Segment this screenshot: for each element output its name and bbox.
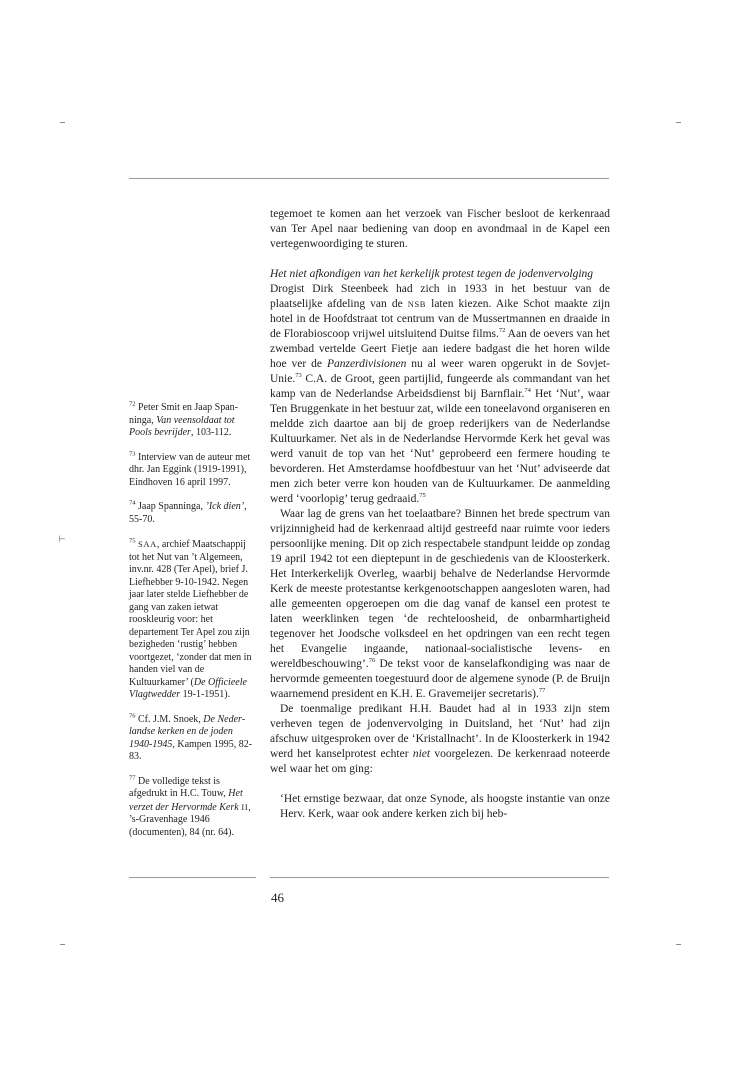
- registration-mark: ⊢: [58, 534, 66, 544]
- footnote-ref: 73: [295, 372, 302, 380]
- footnote-74: [129, 501, 257, 526]
- text-run: De volledige tekst is afgedrukt in H.C. Touw,: [129, 775, 229, 799]
- paragraph: [270, 207, 610, 252]
- footnote-ref: 76: [368, 657, 376, 665]
- footnote-marker: 76: [129, 712, 136, 720]
- crop-mark: [676, 122, 681, 123]
- footnote-ref: 75: [419, 492, 426, 500]
- text-run: De tekst voor de kanselafkondiging was naar de hervormde gemeenten toegestuurd door de algemene synode (P. de Bruijn waarnemend president en K.H. E. Gravemeijer secretaris).: [270, 658, 610, 700]
- italic-text: Van veensoldaat tot Pools bevrijder: [129, 414, 235, 438]
- text-run: Het ‘Nut’, waar Ten Bruggenkate in het bestuur zat, wilde een toneelavond organiseren en meldde zich daartoe aan bij de groep rederijkers van de Nederlandse Kultuurkamer. Net als in de Nederlandse Hervormde Kerk het geval was werd vanuit de top van het ‘Nut’ geprobeerd een fermere houding te bevorderen. Het Amsterdamse hoofdbestuur van het ‘Nut’ adviseerde dat men zich beter verre kon houden van de Kultuurkamer. De aanmelding werd ‘voorlopig’ terug gedraaid.: [270, 388, 610, 505]
- footnote-77: [129, 776, 257, 840]
- paragraph: [270, 507, 610, 702]
- crop-mark: [676, 944, 681, 945]
- body-text: [270, 207, 610, 822]
- footnote-ref: 77: [538, 687, 546, 695]
- notes-bottom-rule: [129, 877, 256, 878]
- italic-text: niet: [412, 748, 431, 760]
- text-run: , 55-70.: [129, 501, 247, 525]
- page-number: 46: [271, 890, 284, 905]
- text-run: nu al weer waren opgerukt in de Sovjet-Unie.: [270, 358, 610, 385]
- small-caps-text: SAA: [138, 539, 157, 549]
- text-run: tegemoet te komen aan het verzoek van Fischer besloot de kerkenraad van Ter Apel naar bediening van doop en avondmaal in de Kapel een vertegenwoordiging te sturen.: [270, 208, 610, 250]
- italic-text: De Nederlandse kerken en de joden 1940-1945: [129, 713, 246, 750]
- footnote-marker: 75: [129, 537, 136, 545]
- block-quote: [280, 792, 610, 822]
- body-bottom-rule: [270, 877, 609, 878]
- text-run: C.A. de Groot, geen partijlid, fungeerde als commandant van het kamp van de Nederlandse Arbeidsdienst bij Barnflair.: [270, 373, 610, 400]
- paragraph-gap: [270, 252, 610, 267]
- paragraph-gap: [270, 777, 610, 792]
- footnote-73: [129, 452, 257, 490]
- paragraph: [270, 702, 610, 777]
- text-run: , archief Maatschappij tot het Nut van ’t Algemeen, inv.nr. 428 (Ter Apel), brief J. Liefhebber 9-10-1942. Negen jaar later stelde Liefhebber de gang van zaken ietwat rooskleurig voor: het departement Ter Apel zou zijn bezigheden ‘rustig’ hebben voortgezet, ‘zonder dat men in handen viel van de Kultuurkamer’ (: [129, 539, 252, 688]
- text-run: , ’s-Gravenhage 1946 (documenten), 84 (nr. 64).: [129, 801, 251, 838]
- footnote-marker: 72: [129, 400, 136, 408]
- footnote-ref: 74: [524, 387, 531, 395]
- section-heading: [270, 267, 610, 282]
- small-caps-text: II: [238, 801, 249, 812]
- footnote-72: [129, 402, 257, 440]
- text-run: ‘Het ernstige bezwaar, dat onze Synode, als hoogste instantie van onze Herv. Kerk, waar ook andere kerken zich bij heb-: [280, 793, 610, 820]
- crop-mark: [60, 944, 65, 945]
- paragraph: [270, 282, 610, 507]
- text-run: De toenmalige predikant H.H. Baudet had al in 1933 zijn stem verheven tegen de jodenvervolging in Duitsland, het ‘Nut’ had zijn afschuw uitgesproken over de ‘Kristallnacht’. In de Kloosterkerk in 1942 werd het kanselprotest echter: [270, 703, 610, 760]
- footnote-ref: 72: [498, 327, 506, 335]
- text-run: , 103-112.: [190, 427, 232, 438]
- italic-text: De Officieele Vlagtwedder: [129, 676, 247, 700]
- italic-text: Het verzet der Hervormde Kerk: [129, 788, 243, 813]
- text-run: Interview van de auteur met dhr. Jan Eggink (1919-1991), Eindhoven 16 april 1997.: [129, 451, 251, 488]
- footnotes-column: [129, 402, 257, 851]
- text-run: Cf. J.M. Snoek,: [138, 713, 204, 725]
- footnote-marker: 73: [129, 450, 136, 458]
- footnote-75: [129, 538, 257, 702]
- footnote-76: [129, 714, 257, 764]
- text-run: voorgelezen. De kerkenraad noteerde wel waar het om ging:: [270, 748, 610, 775]
- small-caps-text: NSB: [407, 299, 427, 309]
- text-run: laten kiezen. Aike Schot maakte zijn hotel in de Hoofdstraat tot centrum van de Mussertmannen en draaide in de Florabioscoop vrijwel uitsluitend Duitse films.: [270, 298, 610, 340]
- text-run: Jaap Spanninga,: [138, 501, 206, 512]
- text-run: Aan de oevers van het zwembad vertelde Geert Fietje aan iedere badgast die het horen wilde hoe ver de: [270, 328, 610, 370]
- italic-text: Panzerdivisionen: [326, 358, 407, 370]
- footnote-marker: 74: [129, 499, 136, 507]
- text-run: 19-1-1951).: [180, 689, 231, 700]
- italic-text: ’Ick dien’: [205, 501, 245, 512]
- text-run: Het niet afkondigen van het kerkelijk protest tegen de jodenvervolging: [270, 268, 594, 280]
- text-run: Waar lag de grens van het toelaatbare? Binnen het brede spectrum van vrijzinnigheid had de kerkenraad altijd gestreefd naar ruimte voor ieders persoonlijke mening. Dit op zich respectabele standpunt leidde op zondag 19 april 1942 tot een dieptepunt in de geschiedenis van de Kloosterkerk. Het Interkerkelijk Overleg, waarbij behalve de Nederlandse Hervormde Kerk de meeste protestantse kerkgenootschappen aangesloten waren, had alle gemeenten opgeroepen om die dag vanaf de kansel een protest te laten weerklinken tegen ‘de rechteloosheid, de onbarmhartigheid tegenover het Joodsche volksdeel en het opdringen van een recht tegen het Evangelie ingaande, nationaal-socialistische levens- en wereldbeschouwing’.: [270, 508, 610, 670]
- text-run: , Kampen 1995, 82-83.: [129, 738, 253, 762]
- top-rule: [129, 178, 609, 179]
- crop-mark: [60, 122, 65, 123]
- text-run: Peter Smit en Jaap Spanninga,: [129, 402, 238, 426]
- text-run: Drogist Dirk Steenbeek had zich in 1933 in het bestuur van de plaatselijke afdeling van de: [270, 283, 610, 310]
- footnote-marker: 77: [129, 774, 136, 782]
